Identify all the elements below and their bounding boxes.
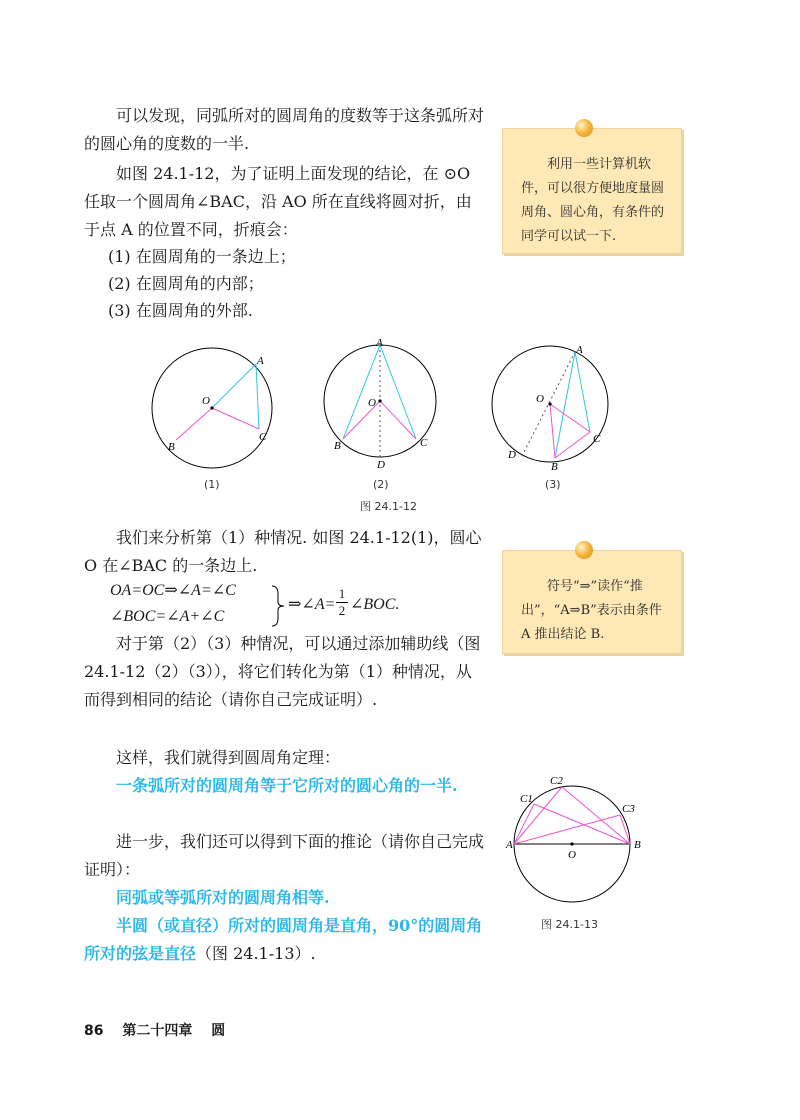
case-3: (3) 在圆周角的外部.	[108, 301, 253, 320]
case-2: (2) 在圆周角的内部；	[108, 274, 264, 293]
corollary-2: 半圆（或直径）所对的圆周角是直角，90°的圆周角所对的弦是直径	[84, 916, 483, 963]
label-B: B	[551, 461, 558, 473]
chapter-label: 第二十四章	[122, 1023, 193, 1039]
figure-24-1-12	[150, 336, 620, 486]
label-A: A	[506, 839, 513, 851]
label-O: O	[368, 397, 376, 409]
corollary-2-ref: （图 24.1-13）.	[196, 944, 316, 963]
case-1: (1) 在圆周角的一条边上；	[108, 247, 296, 266]
label-O: O	[536, 393, 544, 405]
formula-line-2: ∠BOC=∠A+∠C	[110, 608, 225, 625]
pushpin-icon	[575, 119, 593, 137]
side-note-symbol	[502, 550, 682, 654]
paragraph-4: 对于第（2）（3）种情况，可以通过添加辅助线（图 24.1-12（2）（3）），将它们转化为第（1）种情况，从而得到相同的结论（请你自己完成证明）.	[84, 634, 481, 709]
pushpin-icon	[575, 541, 593, 559]
paragraph-6: 进一步，我们还可以得到下面的推论（请你自己完成证明）：	[84, 832, 485, 879]
label-B: B	[168, 441, 175, 453]
fraction-denominator: 2	[336, 602, 348, 619]
formula-result-left: ⇒∠A=	[288, 596, 336, 613]
figure-24-1-13	[508, 772, 648, 912]
chapter-title: 圆	[211, 1023, 226, 1039]
figure-caption-24-1-13: 图 24.1-13	[541, 918, 598, 931]
sub-caption-3: (3)	[545, 478, 561, 491]
label-A: A	[257, 355, 264, 367]
corollary-2-block	[84, 912, 484, 968]
side-note-computer	[502, 128, 682, 254]
paragraph-3: 我们来分析第（1）种情况. 如图 24.1-12(1)，圆心 O 在∠BAC 的一条边上.	[84, 528, 482, 575]
label-B: B	[634, 839, 641, 851]
label-B: B	[334, 440, 341, 452]
page-footer	[84, 1020, 239, 1040]
label-C: C	[259, 431, 267, 443]
sub-caption-1: (1)	[204, 478, 220, 491]
label-D: D	[508, 449, 516, 461]
sub-caption-2: (2)	[373, 478, 389, 491]
fraction-numerator: 1	[338, 586, 346, 601]
theorem-text: 一条弧所对的圆周角等于它所对的圆心角的一半.	[116, 776, 458, 795]
label-C1: C1	[520, 793, 533, 805]
label-C3: C3	[622, 803, 635, 815]
formula-fraction	[336, 586, 348, 619]
label-C: C	[593, 433, 601, 445]
label-A: A	[376, 337, 383, 349]
side-note-text: 符号“⇒”读作“推出”，“A⇒B”表示由条件 A 推出结论 B.	[521, 579, 662, 642]
figure-caption-24-1-12: 图 24.1-12	[360, 500, 417, 513]
fig12-diagram-2	[324, 337, 436, 471]
side-note-text: 利用一些计算机软件，可以很方便地度量圆周角、圆心角，有条件的同学可以试一下.	[521, 157, 665, 244]
fig12-diagram-3	[492, 344, 608, 473]
paragraph-1: 可以发现，同弧所对的圆周角的度数等于这条弧所对的圆心角的度数的一半.	[84, 106, 485, 153]
label-O: O	[202, 395, 210, 407]
label-C: C	[420, 437, 428, 449]
corollary-1: 同弧或等弧所对的圆周角相等.	[116, 888, 330, 907]
paragraph-2: 如图 24.1-12，为了证明上面发现的结论，在 ⊙O 任取一个圆周角∠BAC，沿 AO 所在直线将圆对折，由于点 A 的位置不同，折痕会：	[84, 164, 472, 239]
label-D: D	[377, 459, 385, 471]
label-A: A	[576, 344, 583, 356]
formula-result-right: ∠BOC.	[350, 596, 400, 613]
paragraph-5: 这样，我们就得到圆周角定理：	[116, 748, 341, 767]
label-O: O	[568, 849, 576, 861]
formula-line-1: OA=OC⇒∠A=∠C	[110, 582, 236, 599]
formula-brace	[270, 584, 286, 628]
label-C2: C2	[550, 775, 563, 787]
page-number: 86	[84, 1023, 104, 1039]
fig12-diagram-1	[152, 348, 272, 468]
